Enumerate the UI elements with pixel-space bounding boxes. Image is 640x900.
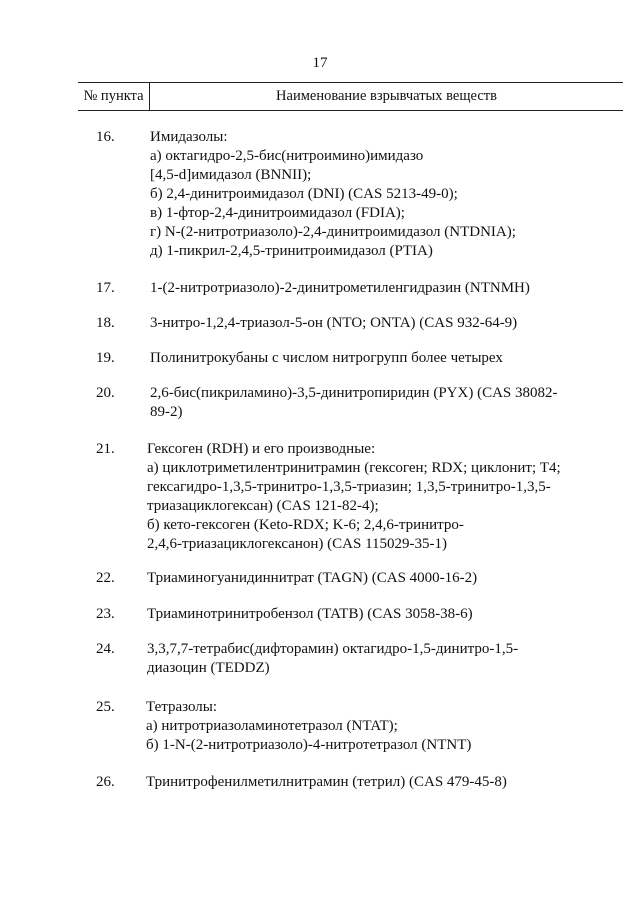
item-number: 26. (96, 774, 115, 790)
item-description (147, 605, 617, 624)
item-number: 25. (96, 699, 115, 715)
item-description (150, 128, 620, 261)
item-description (146, 698, 616, 755)
item-text-line: триазациклогексан) (CAS 121-82-4); (147, 498, 379, 514)
item-text-line: Имидазолы: (150, 129, 228, 145)
page-number: 17 (312, 55, 328, 71)
item-number: 21. (96, 441, 115, 457)
item-number: 23. (96, 606, 115, 622)
item-text-line: д) 1-пикрил-2,4,5-тринитроимидазол (PTIA) (150, 243, 433, 259)
item-text-line: б) кето-гексоген (Keto-RDX; K-6; 2,4,6-тринитро- (147, 517, 464, 533)
header-substance-name: Наименование взрывчатых веществ (276, 88, 497, 104)
item-text-line: 89-2) (150, 404, 183, 420)
item-text-line: 3,3,7,7-тетрабис(дифторамин) октагидро-1,5-динитро-1,5- (147, 641, 519, 657)
item-text-line: б) 2,4-динитроимидазол (DNI) (CAS 5213-49-0); (150, 186, 458, 202)
item-text-line: в) 1-фтор-2,4-динитроимидазол (FDIA); (150, 205, 405, 221)
item-text-line: Тринитрофенилметилнитрамин (тетрил) (CAS 479-45-8) (146, 774, 507, 790)
item-description (150, 314, 620, 333)
header-item-number: № пункта (78, 83, 150, 110)
item-text-line: 2,4,6-триазациклогексанон) (CAS 115029-35-1) (147, 536, 448, 552)
item-number: 19. (96, 350, 115, 366)
item-description (147, 569, 617, 588)
item-text-line: а) циклотриметилентринитрамин (гексоген; RDX; циклонит; T4; (147, 460, 561, 476)
item-description (150, 349, 620, 368)
item-text-line: г) N-(2-нитротриазоло)-2,4-динитроимидазол (NTDNIA); (150, 224, 516, 240)
item-text-line: [4,5-d]имидазол (BNNII); (150, 167, 312, 183)
item-number: 17. (96, 280, 115, 296)
item-text-line: диазоцин (TEDDZ) (147, 660, 270, 676)
item-description (147, 440, 617, 554)
item-text-line: гексагидро-1,3,5-тринитро-1,3,5-триазин; 1,3,5-тринитро-1,3,5- (147, 479, 551, 495)
item-description (147, 640, 617, 678)
item-text-line: Полинитрокубаны с числом нитрогрупп более четырех (150, 350, 503, 366)
item-number: 16. (96, 129, 115, 145)
item-text-line: а) октагидро-2,5-бис(нитроимино)имидазо (150, 148, 424, 164)
item-text-line: б) 1-N-(2-нитротриазоло)-4-нитротетразол (NTNT) (146, 737, 472, 753)
item-text-line: Гексоген (RDH) и его производные: (147, 441, 376, 457)
item-text-line: Тетразолы: (146, 699, 218, 715)
item-text-line: 2,6-бис(пикриламино)-3,5-динитропиридин (PYX) (CAS 38082- (150, 385, 558, 401)
item-number: 20. (96, 385, 115, 401)
item-text-line: Триаминотринитробензол (TATB) (CAS 3058-38-6) (147, 606, 473, 622)
item-number: 24. (96, 641, 115, 657)
item-description (146, 773, 616, 792)
item-description (150, 384, 620, 422)
item-text-line: Триаминогуанидиннитрат (TAGN) (CAS 4000-16-2) (147, 570, 478, 586)
item-description (150, 279, 620, 298)
item-text-line: а) нитротриазоламинотетразол (NTAT); (146, 718, 398, 734)
item-text-line: 3-нитро-1,2,4-триазол-5-он (NTO; ONTA) (CAS 932-64-9) (150, 315, 518, 331)
item-number: 18. (96, 315, 115, 331)
item-number: 22. (96, 570, 115, 586)
item-text-line: 1-(2-нитротриазоло)-2-динитрометиленгидразин (NTNMH) (150, 280, 530, 296)
